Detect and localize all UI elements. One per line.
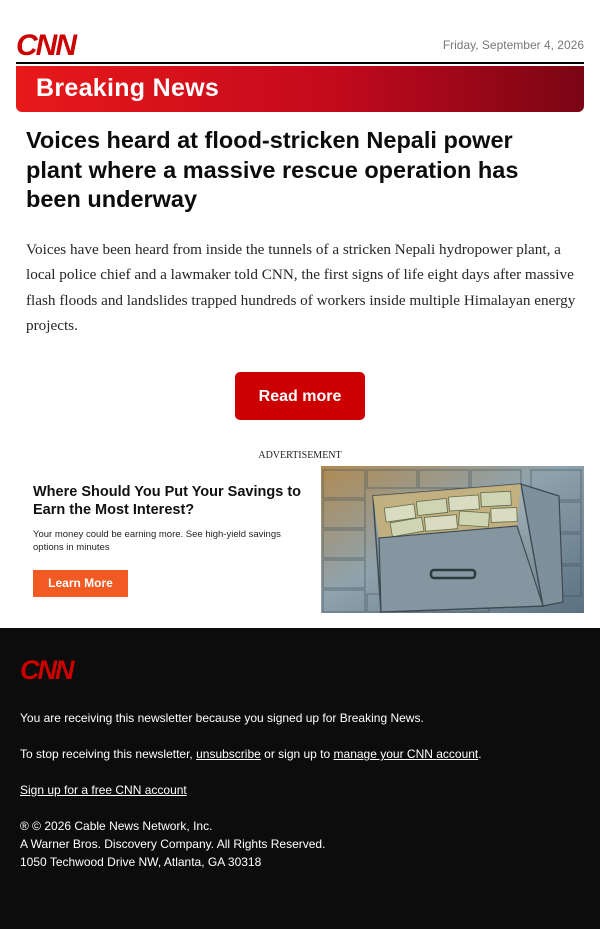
company-address: 1050 Techwood Drive NW, Atlanta, GA 30318 <box>20 855 262 869</box>
newsletter-date: Friday, September 4, 2026 <box>442 38 584 52</box>
cnn-logo[interactable]: CNN <box>16 29 75 62</box>
unsubscribe-middle: or sign up to <box>260 747 334 761</box>
advertisement-label: ADVERTISEMENT <box>258 450 342 461</box>
header <box>16 30 584 62</box>
signup-link[interactable]: Sign up for a free CNN account <box>20 783 187 797</box>
article-headline[interactable]: Voices heard at flood-stricken Nepali power plant where a massive rescue operation has been underway <box>26 127 519 212</box>
footer-cnn-logo[interactable]: CNN <box>20 655 73 685</box>
unsubscribe-link[interactable]: unsubscribe <box>196 747 261 761</box>
ad-learn-more-button[interactable]: Learn More <box>33 570 128 597</box>
unsubscribe-prefix: To stop receiving this newsletter, <box>20 747 197 761</box>
banner-label: Breaking News <box>36 74 220 102</box>
header-divider <box>16 62 584 64</box>
read-more-button[interactable]: Read more <box>235 372 365 420</box>
signup-line <box>20 781 187 799</box>
company-notice: A Warner Bros. Discovery Company. All Rights Reserved. <box>20 837 326 851</box>
ad-subtitle: Your money could be earning more. See high-yield savings options in minutes <box>33 529 281 553</box>
subscription-reason: You are receiving this newsletter because you signed up for Breaking News. <box>20 711 424 725</box>
advertisement-banner[interactable] <box>16 466 584 613</box>
ad-title: Where Should You Put Your Savings to Earn the Most Interest? <box>33 484 302 518</box>
copyright: ® © 2026 Cable News Network, Inc. <box>20 819 213 833</box>
ad-image-safe-deposit-drawer[interactable] <box>321 466 584 613</box>
manage-account-link[interactable]: manage your CNN account <box>333 747 479 761</box>
unsubscribe-line <box>20 745 482 763</box>
footer <box>0 628 600 929</box>
breaking-news-banner <box>16 66 584 112</box>
ad-copy <box>33 483 313 554</box>
unsubscribe-suffix: . <box>478 747 482 761</box>
article-summary: Voices have been heard from inside the tunnels of a stricken Nepali hydropower plant, a local police chief and a lawmaker told CNN, the first signs of life eight days after massive flash floods and landslides trapped hundreds of workers inside multiple Himalayan energy projects. <box>26 241 576 334</box>
